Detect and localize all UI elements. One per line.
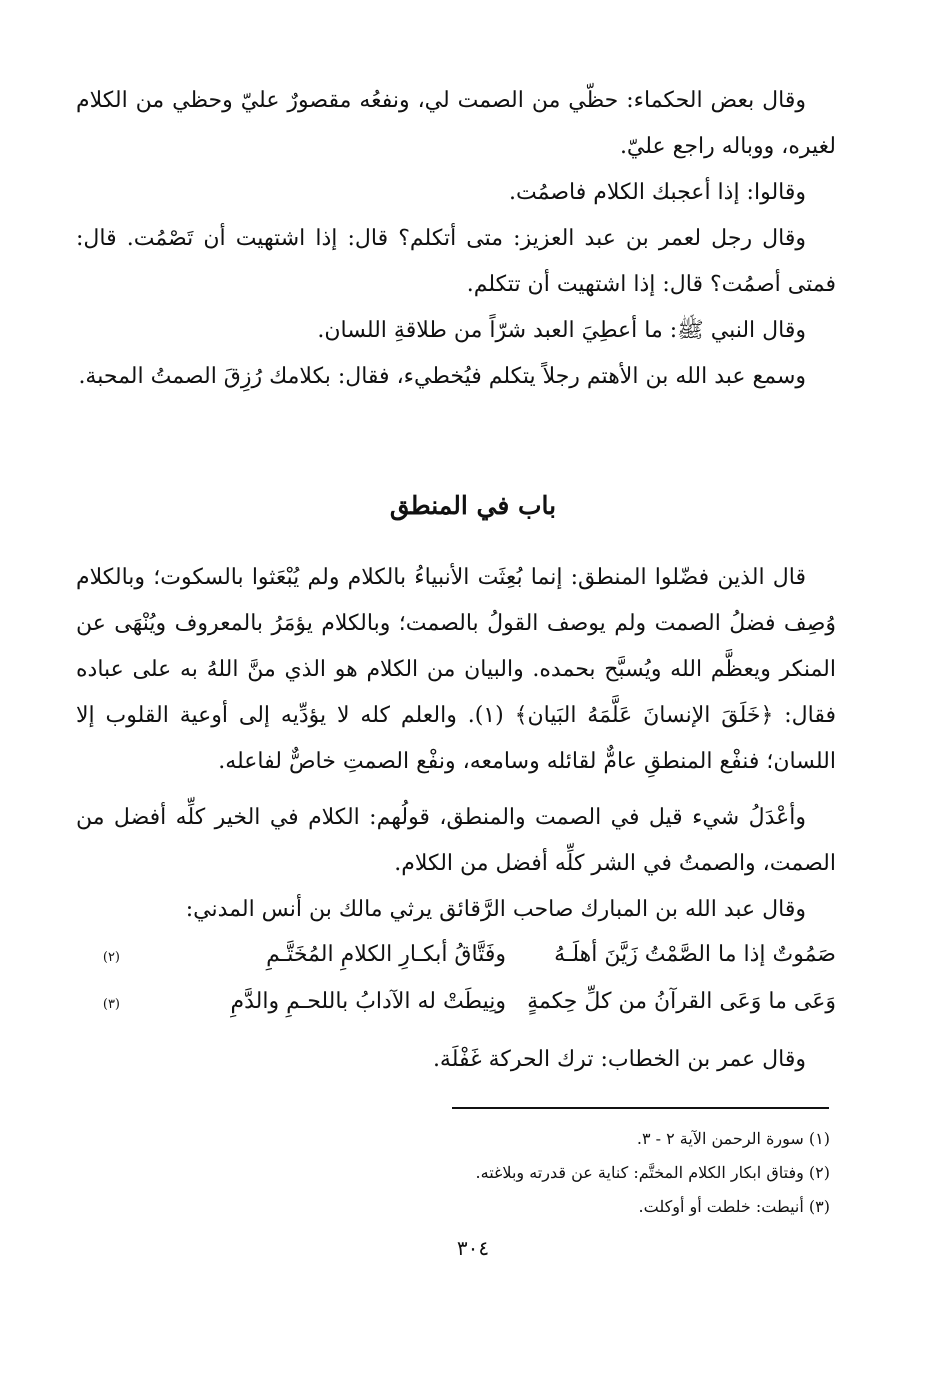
- verse-second-hemistich: وفَتَّاقُ أبكـارِ الكلامِ المُخَتَّـمِ: [266, 942, 506, 967]
- footnote: (٣) أنيطت: خلطت أو أوكلت.: [638, 1197, 830, 1216]
- paragraph: وقال عمر بن الخطاب: ترك الحركة غَفْلَة.: [432, 1047, 806, 1072]
- footnote-marker: (٢): [102, 950, 120, 965]
- paragraph: وأعْدَلُ شيء قيل في الصمت والمنطق، قولُهم: الكلام في الخير كلِّه أفضل من الصمت، والصمتُ في الشر كلِّه أفضل من الكلام.: [76, 805, 836, 876]
- footnote-divider: [452, 1107, 829, 1109]
- poem-verse: [76, 980, 836, 1027]
- top-text-block: [76, 78, 836, 400]
- paragraph: وقال بعض الحكماء: حظّي من الصمت لي، ونفعُه مقصورٌ عليّ وحظي من الكلام لغيره، ووباله راجع عليّ.: [76, 88, 836, 159]
- paragraph: وقال عبد الله بن المبارك صاحب الرَّقائق يرثي مالك بن أنس المدني:: [185, 897, 806, 922]
- footnote-marker: (٣): [102, 997, 120, 1012]
- poem-verse: [76, 933, 836, 980]
- paragraph: وقالوا: إذا أعجبك الكلام فاصمُت.: [509, 180, 806, 205]
- paragraph: قال الذين فضّلوا المنطق: إنما بُعِثَت الأنبياءُ بالكلام ولم يُبْعَثوا بالسكوت؛ وبالكلام وُصِف فضلُ الصمت ولم يوصف القولُ بالصمت؛ وبالكلام يؤمَرُ بالمعروف ويُنْهَى عن المنكر ويعظَّم الله ويُسبَّح بحمده. والبيان من الكلام هو الذي منَّ اللهُ به على عباده فقال: ﴿خَلَقَ الإنسانَ عَلَّمَهُ البَيان﴾ (١). والعلم كله لا يؤدِّيه إلى أوعية القلوب إلا اللسان؛ فنفْع المنطقِ عامٌّ لقائله وسامعه، ونفْع الصمتِ خاصٌّ لفاعله.: [76, 565, 836, 774]
- verse-first-hemistich: صَمُوتٌ إذا ما الصَّمْتُ زَيَّنَ أهلَـهُ: [554, 942, 836, 967]
- footnote: (٢) وفتاق ابكار الكلام المختَّم: كناية عن قدرته وبلاغته.: [475, 1163, 830, 1182]
- page-number: ٣٠٤: [456, 1236, 490, 1260]
- footnote: (١) سورة الرحمن الآية ٢ - ٣.: [636, 1129, 830, 1148]
- paragraph: وسمع عبد الله بن الأهتم رجلاً يتكلم فيُخطيء، فقال: بكلامك رُزِقَ الصمتُ المحبة.: [78, 364, 806, 389]
- paragraph: وقال النبي ﷺ: ما أعطِيَ العبد شرّاً من طلاقةِ اللسان.: [317, 318, 806, 343]
- verse-first-hemistich: وَعَى ما وَعَى القرآنُ من كلِّ حِكمةٍ: [527, 989, 836, 1014]
- footnotes: [130, 1122, 830, 1224]
- verse-second-hemistich: ونِيطَتْ له الآدابُ باللحـمِ والدَّمِ: [230, 989, 506, 1014]
- section-title: باب في المنطق: [389, 491, 557, 520]
- paragraph: وقال رجل لعمر بن عبد العزيز: متى أتكلم؟ قال: إذا اشتهيت أن تَصْمُت. قال: فمتى أصمُت؟ قال: إذا اشتهيت أن تتكلم.: [76, 226, 836, 297]
- mantiq-text-block: [76, 555, 836, 1083]
